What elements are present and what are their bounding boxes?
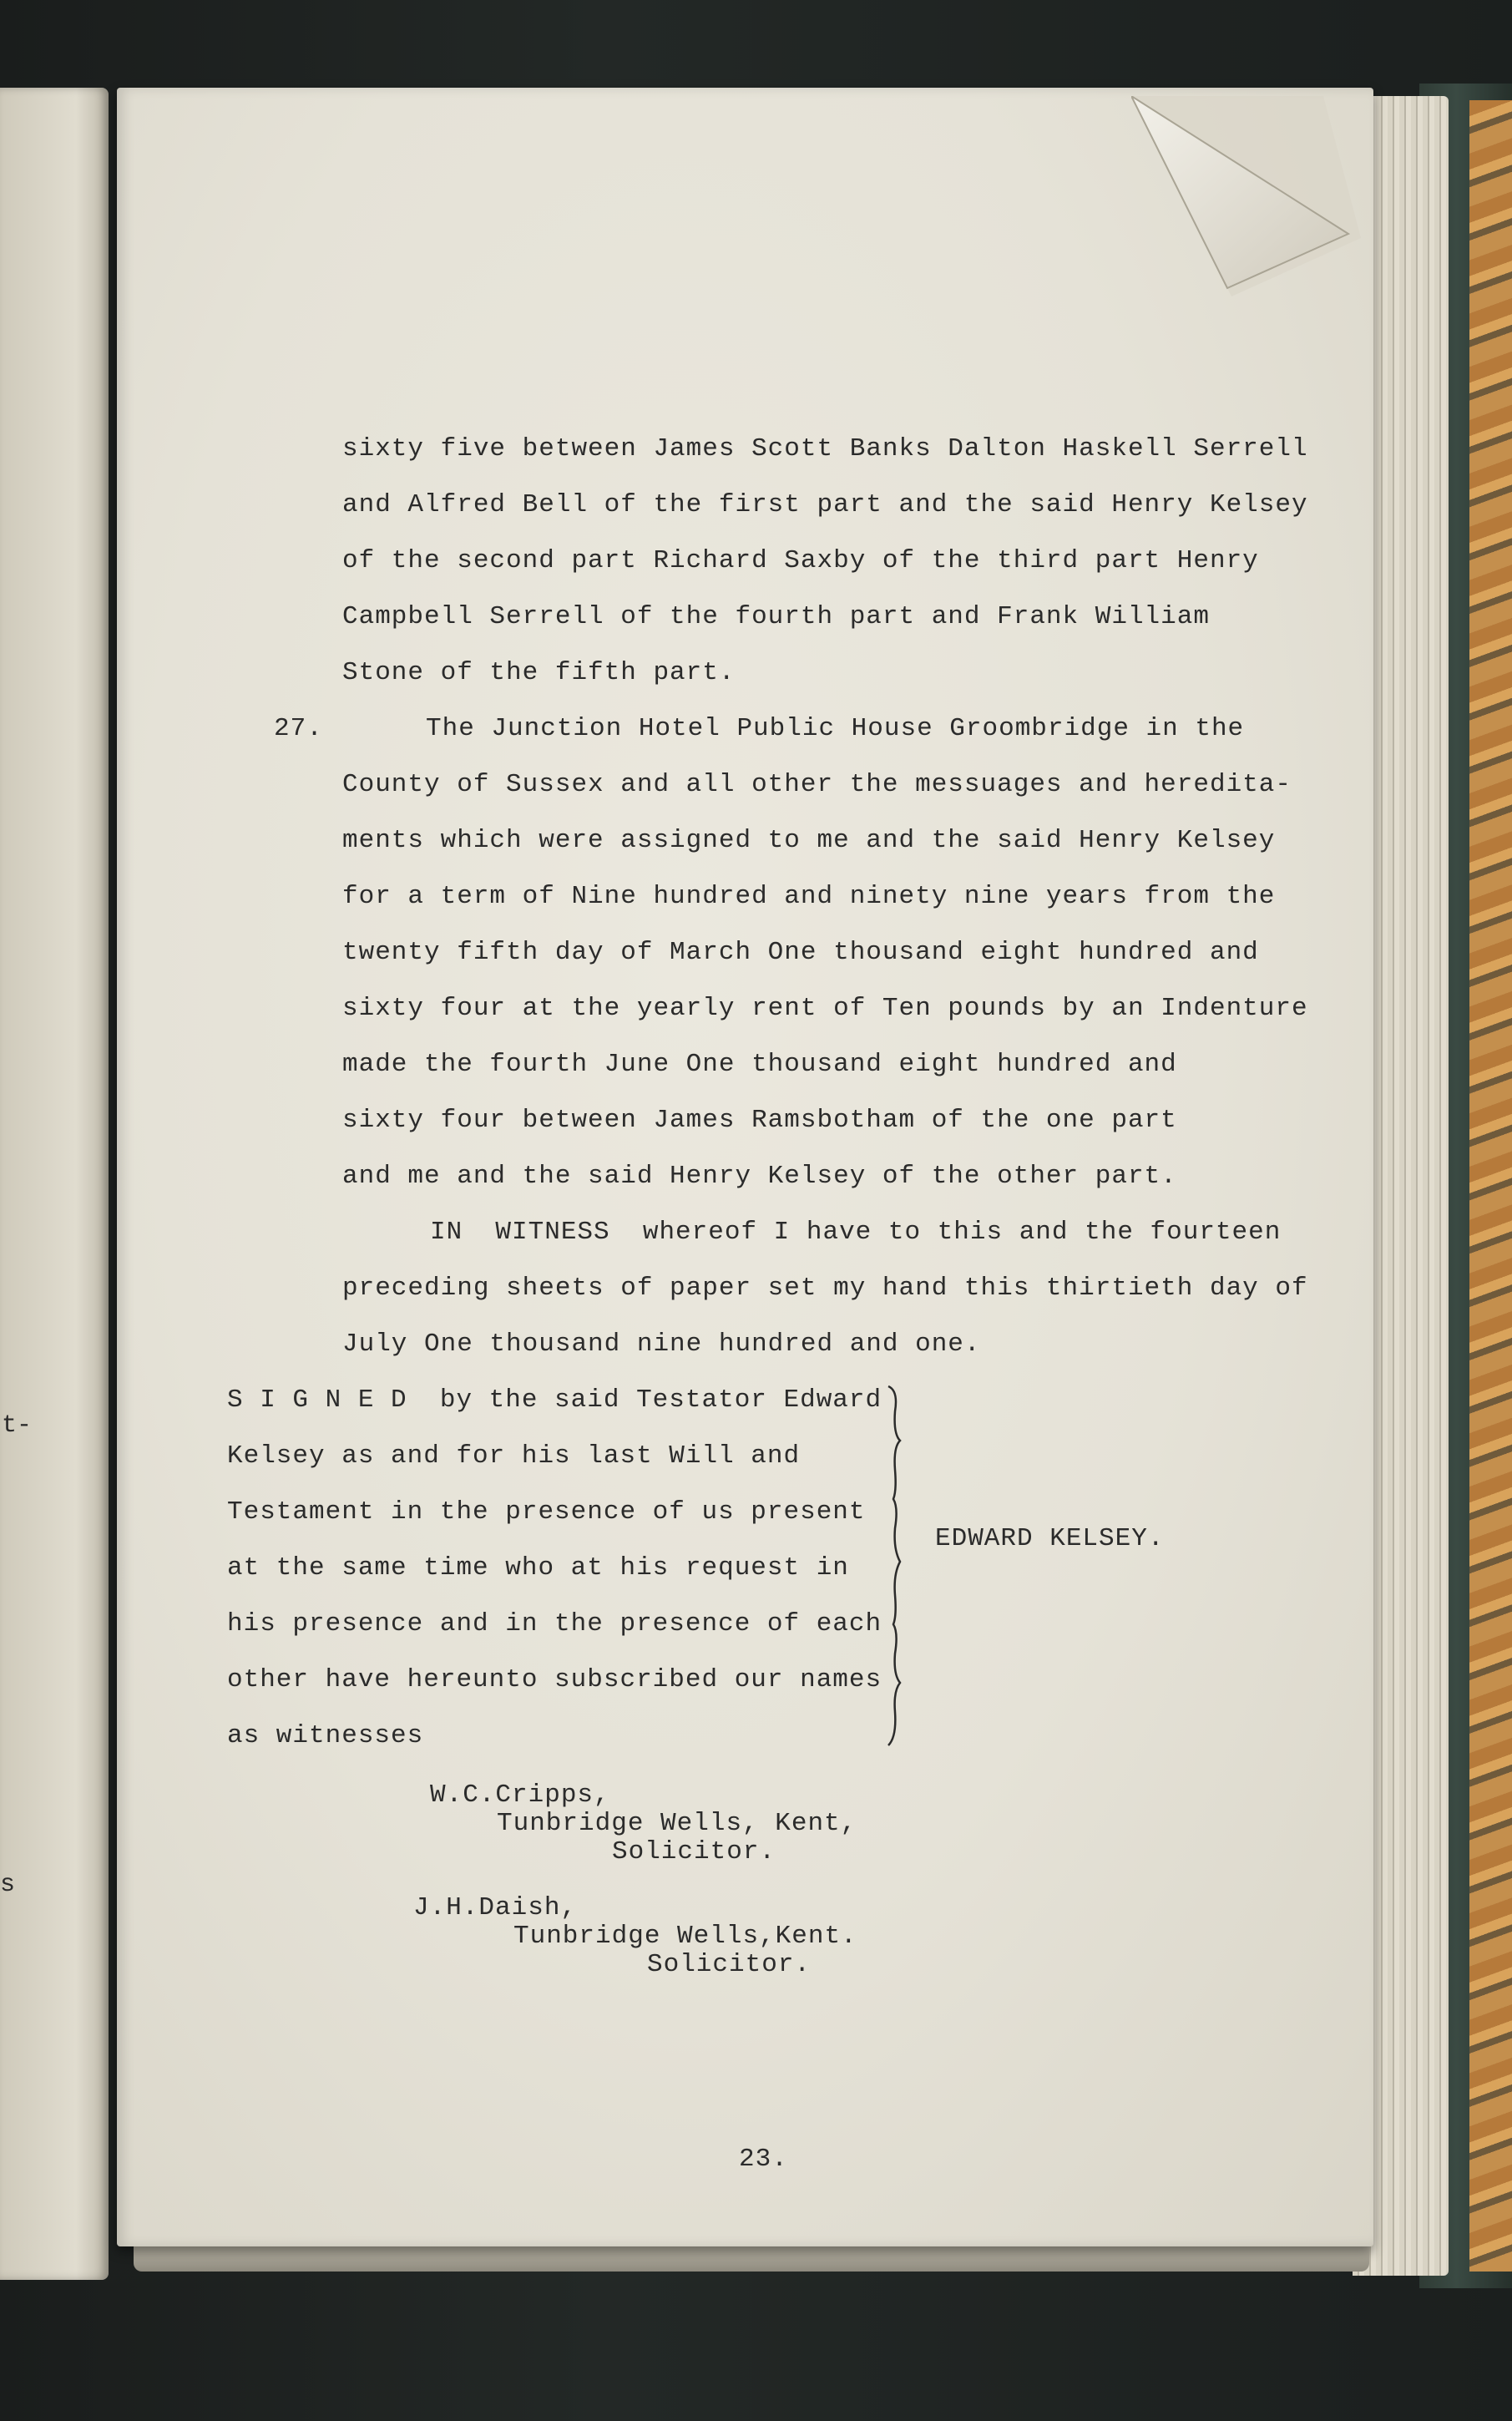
attestation-line: his presence and in the presence of each [227, 1609, 882, 1638]
text-line: sixty five between James Scott Banks Dalton Haskell Serrell [342, 434, 1308, 463]
text-line: and me and the said Henry Kelsey of the other part. [342, 1162, 1177, 1191]
left-page-fragment: t- [2, 1411, 33, 1440]
text-line: Stone of the fifth part. [342, 658, 736, 687]
witness-clause-line: preceding sheets of paper set my hand this thirtieth day of [342, 1274, 1308, 1303]
testator-signature: EDWARD KELSEY. [935, 1524, 1165, 1553]
item-number: 27. [274, 714, 323, 743]
witness-occupation: Solicitor. [612, 1837, 776, 1866]
page-number: 23. [739, 2145, 788, 2174]
witness-clause-line: IN WITNESS whereof I have to this and the fourteen [430, 1218, 1282, 1247]
witness-name: W.C.Cripps, [430, 1780, 610, 1810]
text-line: and Alfred Bell of the first part and the said Henry Kelsey [342, 490, 1308, 519]
text-line: for a term of Nine hundred and ninety nine years from the [342, 882, 1276, 911]
left-page-fragment: s [0, 1871, 16, 1899]
witness-address: Tunbridge Wells, Kent, [497, 1809, 857, 1838]
attestation-line: Kelsey as and for his last Will and [227, 1441, 801, 1471]
attestation-line: as witnesses [227, 1721, 424, 1750]
text-line: of the second part Richard Saxby of the third part Henry [342, 546, 1259, 575]
text-line: sixty four at the yearly rent of Ten pounds by an Indenture [342, 994, 1308, 1023]
attestation-brace [885, 1382, 910, 1750]
text-line: made the fourth June One thousand eight hundred and [342, 1050, 1177, 1079]
witness-occupation: Solicitor. [647, 1950, 812, 1979]
attestation-line: Testament in the presence of us present [227, 1497, 866, 1527]
witness-clause-line: July One thousand nine hundred and one. [342, 1330, 981, 1359]
witness-name: J.H.Daish, [413, 1893, 578, 1922]
text-line: The Junction Hotel Public House Groombridge in the [426, 714, 1245, 743]
attestation-line: other have hereunto subscribed our names [227, 1665, 882, 1694]
attestation-line: S I G N E D by the said Testator Edward [227, 1385, 882, 1415]
text-line: ments which were assigned to me and the said Henry Kelsey [342, 826, 1276, 855]
attestation-line: at the same time who at his request in [227, 1553, 849, 1583]
text-line: Campbell Serrell of the fourth part and Frank William [342, 602, 1210, 631]
witness-address: Tunbridge Wells,Kent. [513, 1922, 857, 1951]
text-line: twenty fifth day of March One thousand eight hundred and [342, 938, 1259, 967]
text-line: sixty four between James Ramsbotham of the one part [342, 1106, 1177, 1135]
text-line: County of Sussex and all other the messuages and heredita- [342, 770, 1292, 799]
